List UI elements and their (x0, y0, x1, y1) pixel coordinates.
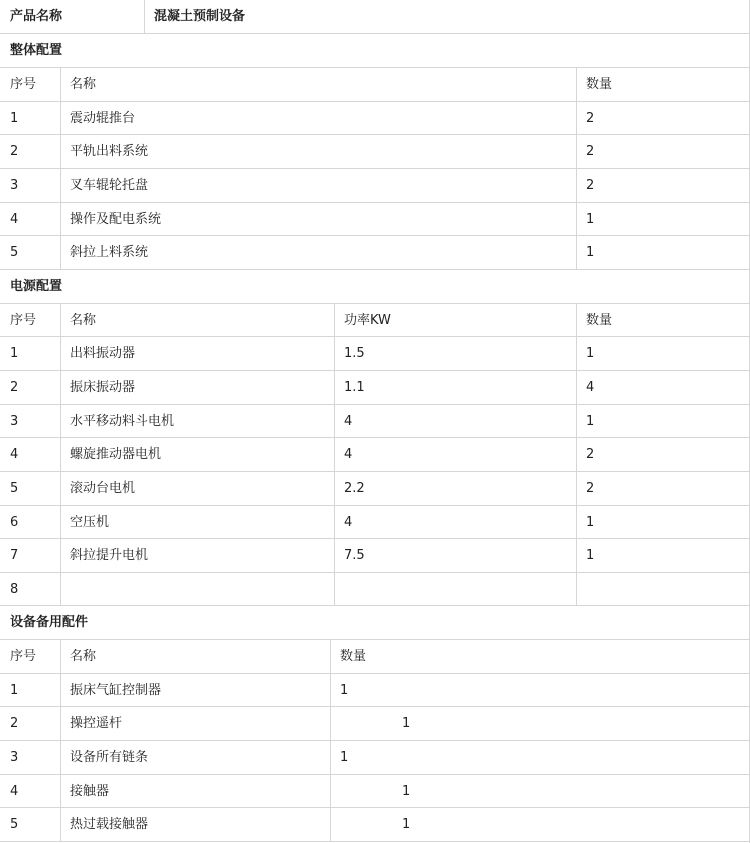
col-name-header: 名称 (70, 77, 97, 92)
cell-qty: 1 (340, 683, 349, 698)
col-no-header: 序号 (10, 313, 37, 328)
cell-no: 5 (10, 817, 19, 832)
cell-name: 震动辊推台 (70, 111, 136, 126)
cell-no: 5 (10, 481, 19, 496)
section-title: 电源配置 (10, 279, 63, 294)
cell-name: 操控遥杆 (70, 716, 123, 731)
cell-name: 振床振动器 (70, 380, 136, 395)
cell-qty: 1 (586, 414, 595, 429)
cell-power: 4 (344, 515, 353, 530)
cell-qty: 2 (586, 178, 595, 193)
cell-no: 7 (10, 548, 19, 563)
cell-qty: 1 (402, 784, 411, 799)
cell-name: 接触器 (70, 784, 110, 799)
cell-no: 2 (10, 716, 19, 731)
cell-qty: 2 (586, 111, 595, 126)
table-row (0, 774, 750, 808)
cell-no: 1 (10, 346, 19, 361)
cell-no: 3 (10, 178, 19, 193)
cell-no: 8 (10, 582, 19, 597)
table-row (0, 572, 750, 606)
section-power-header (0, 269, 750, 303)
table-header-row (0, 639, 750, 673)
table-bottom-border (0, 841, 750, 842)
table-row (0, 807, 750, 841)
col-qty-header: 数量 (586, 77, 613, 92)
cell-qty: 1 (340, 750, 349, 765)
cell-no: 4 (10, 447, 19, 462)
cell-qty: 2 (586, 481, 595, 496)
col-no-header: 序号 (10, 77, 37, 92)
cell-no: 2 (10, 380, 19, 395)
table-row (0, 505, 750, 539)
cell-name: 出料振动器 (70, 346, 136, 361)
cell-qty: 1 (586, 346, 595, 361)
cell-qty: 4 (586, 380, 595, 395)
cell-name: 平轨出料系统 (70, 144, 149, 159)
cell-name: 空压机 (70, 515, 110, 530)
cell-no: 1 (10, 683, 19, 698)
section-title: 设备备用配件 (10, 615, 89, 630)
cell-power (334, 573, 576, 606)
col-no-header: 序号 (10, 649, 37, 664)
cell-qty: 1 (586, 212, 595, 227)
cell-qty: 1 (586, 245, 595, 260)
cell-power: 7.5 (344, 548, 365, 563)
cell-qty: 2 (586, 144, 595, 159)
table-row (0, 673, 750, 707)
cell-power: 1.1 (344, 380, 365, 395)
table-row (0, 101, 750, 135)
table-header-row (0, 67, 750, 101)
cell-power: 4 (344, 447, 353, 462)
table-row (0, 538, 750, 572)
table-row (0, 235, 750, 269)
cell-name: 斜拉提升电机 (70, 548, 149, 563)
col-name-header: 名称 (70, 313, 97, 328)
table-row (0, 740, 750, 774)
col-qty-header: 数量 (586, 313, 613, 328)
cell-name: 螺旋推动器电机 (70, 447, 162, 462)
cell-qty: 1 (402, 716, 411, 731)
cell-name: 设备所有链条 (70, 750, 149, 765)
cell-name: 水平移动料斗电机 (70, 414, 175, 429)
product-row (0, 0, 750, 34)
cell-qty: 2 (586, 447, 595, 462)
cell-no: 2 (10, 144, 19, 159)
cell-no: 6 (10, 515, 19, 530)
cell-name: 斜拉上料系统 (70, 245, 149, 260)
cell-qty: 1 (586, 515, 595, 530)
cell-no: 3 (10, 414, 19, 429)
table-row (0, 404, 750, 438)
table-row (0, 168, 750, 202)
cell-no: 3 (10, 750, 19, 765)
col-qty-header: 数量 (340, 649, 367, 664)
table-row (0, 437, 750, 471)
table-header-row (0, 303, 750, 337)
section-overall-header (0, 33, 750, 67)
cell-name: 操作及配电系统 (70, 212, 162, 227)
table-row (0, 336, 750, 370)
cell-power: 4 (344, 414, 353, 429)
product-label: 产品名称 (10, 9, 63, 24)
col-name-header: 名称 (70, 649, 97, 664)
table-row (0, 471, 750, 505)
table-row (0, 706, 750, 740)
cell-name (60, 573, 334, 606)
cell-name: 滚动台电机 (70, 481, 136, 496)
product-value: 混凝土预制设备 (154, 9, 246, 24)
cell-power: 2.2 (344, 481, 365, 496)
col-power-header: 功率KW (344, 313, 391, 328)
cell-no: 4 (10, 212, 19, 227)
cell-no: 4 (10, 784, 19, 799)
table-row (0, 370, 750, 404)
table-row (0, 134, 750, 168)
section-title: 整体配置 (10, 43, 63, 58)
cell-no: 5 (10, 245, 19, 260)
section-spares-header (0, 605, 750, 639)
cell-qty: 1 (402, 817, 411, 832)
cell-qty (576, 573, 746, 606)
cell-qty: 1 (586, 548, 595, 563)
cell-no: 1 (10, 111, 19, 126)
table-row (0, 202, 750, 236)
cell-name: 叉车辊轮托盘 (70, 178, 149, 193)
cell-power: 1.5 (344, 346, 365, 361)
cell-name: 振床气缸控制器 (70, 683, 162, 698)
cell-name: 热过载接触器 (70, 817, 149, 832)
